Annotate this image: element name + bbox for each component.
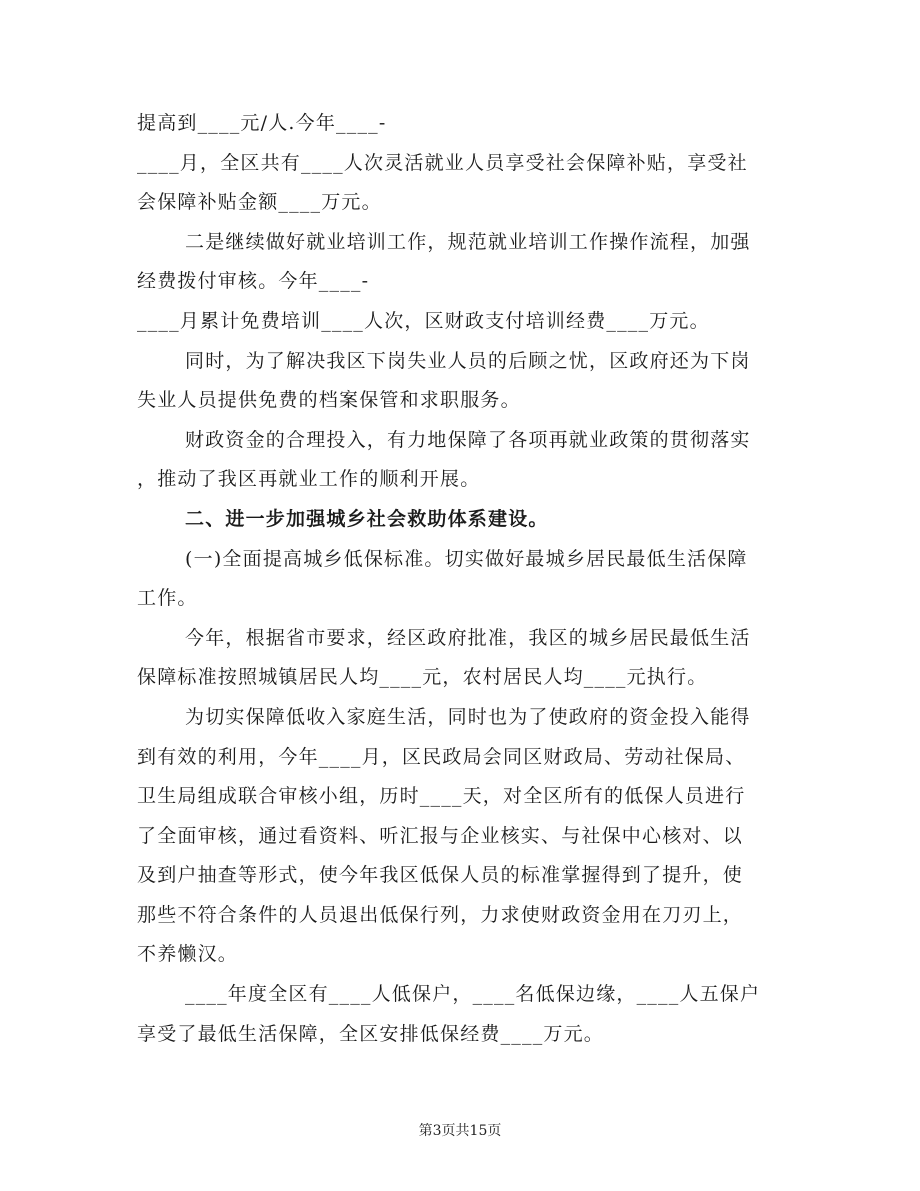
paragraph-start-line: 二是继续做好就业培训工作，规范就业培训工作操作流程，加强 (185, 230, 751, 253)
page-number-footer: 第3页共15页 (418, 1123, 502, 1139)
text-line: 提高到____元/人.今年____- (137, 112, 387, 134)
paragraph-start-line: 今年，根据省市要求，经区政府批准，我区的城乡居民最低生活 (185, 626, 751, 649)
text-line: 及到户抽查等形式，使今年我区低保人员的标准掌握得到了提升，使 (137, 864, 744, 887)
paragraph-start-line: ____年度全区有____人低保户，____名低保边缘，____人五保户 (185, 983, 761, 1006)
text-line: 失业人员提供免费的档案保管和求职服务。 (137, 389, 521, 412)
section-heading: 二、进一步加强城乡社会救助体系建设。 (185, 507, 549, 530)
text-line: 会保障补贴金额____万元。 (137, 191, 382, 214)
paragraph-start-line: 财政资金的合理投入，有力地保障了各项再就业政策的贯彻落实 (185, 428, 751, 451)
text-line: 保障标准按照城镇居民人均____元，农村居民人均____元执行。 (137, 666, 708, 689)
text-line: 了全面审核，通过看资料、听汇报与企业核实、与社保中心核对、以 (137, 824, 744, 847)
paragraph-start-line: (一)全面提高城乡低保标准。切实做好最城乡居民最低生活保障 (185, 547, 748, 570)
document-body (137, 104, 777, 1054)
text-line: 享受了最低生活保障，全区安排低保经费____万元。 (137, 1022, 605, 1045)
paragraph-start-line: 为切实保障低收入家庭生活，同时也为了使政府的资金投入能得 (185, 705, 751, 728)
text-line: 工作。 (137, 587, 198, 610)
text-line: ，推动了我区再就业工作的顺利开展。 (137, 468, 481, 491)
paragraph-start-line: 同时，为了解决我区下岗失业人员的后顾之忧，区政府还为下岗 (185, 349, 751, 372)
text-line: 那些不符合条件的人员退出低保行列，力求使财政资金用在刀刃上， (137, 903, 744, 926)
text-line: 经费拨付审核。今年____- (137, 270, 370, 293)
text-line: 不养懒汉。 (137, 943, 239, 966)
text-line: ____月累计免费培训____人次，区财政支付培训经费____万元。 (137, 309, 710, 332)
text-line: ____月，全区共有____人次灵活就业人员享受社会保障补贴，享受社 (137, 151, 748, 174)
text-line: 卫生局组成联合审核小组，历时____天，对全区所有的低保人员进行 (137, 785, 746, 808)
text-line: 到有效的利用，今年____月，区民政局会同区财政局、劳动社保局、 (137, 745, 746, 768)
